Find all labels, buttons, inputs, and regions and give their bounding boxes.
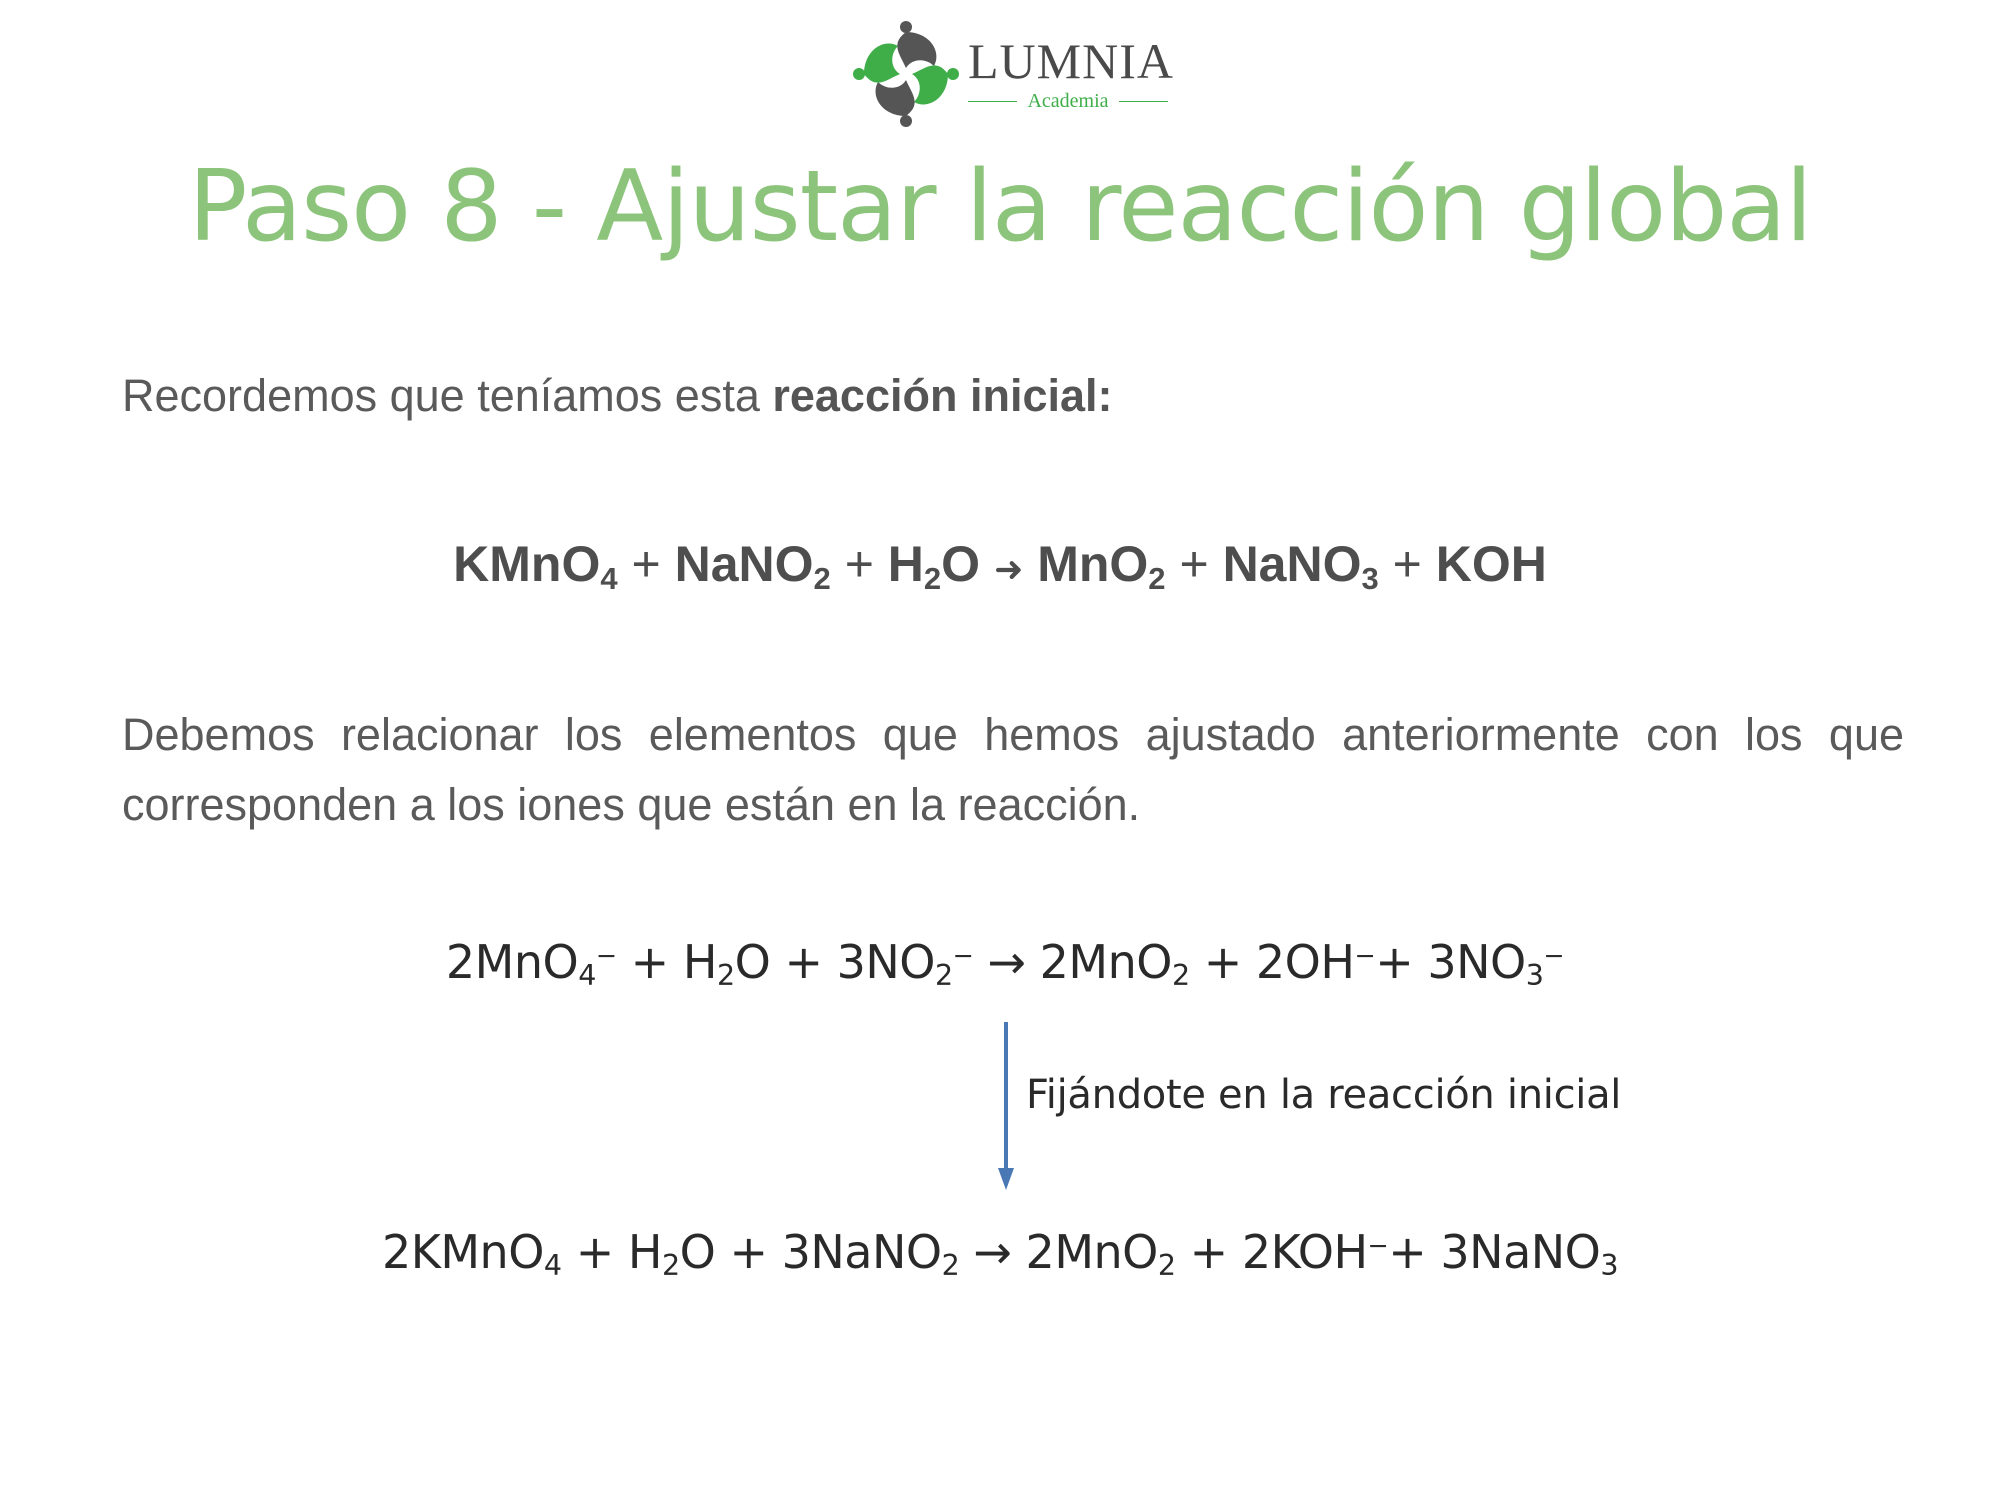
logo-subtitle-text: Academia [1027,90,1109,112]
logo-subtitle [968,90,1168,113]
equation-initial: KMnO$_4$ + NaNO$_2$ + $H_2O$ ➜ MnO$_2$ + NaNO$_3$ + KOH [453,536,1547,596]
explanation-paragraph: Debemos relacionar los elementos que hemos ajustado anteriormente con los que corresponden a los iones que están en la reacción. [122,709,1904,830]
intro-plain: Recordemos que teníamos esta [122,370,773,421]
reaction-arrow-icon: ➜ [993,550,1024,589]
down-arrow-icon [995,1022,1017,1192]
logo-name: LUMNIA [968,33,1174,89]
equation-final: 2KMnO$_4$ + $H_2O$ + 3NaNO$_2$ → 2MnO$_2$ + 2KOH−+ 3NaNO$_3$ [381,1225,1619,1283]
arrow-label: Fijándote en la reacción inicial [1026,1072,1622,1118]
lumnia-emblem-icon [850,18,962,130]
page-title: Paso 8 - Ajustar la reacción global [188,150,1812,264]
intro-bold: reacción inicial: [772,370,1113,421]
intro-text [122,370,1113,422]
lumnia-logo [850,18,1180,130]
equation-ionic: $2MnO_4^- + H_2O + 3NO_2^- \to 2MnO_2 + 2OH^-+ 3NO_3^-$ [445,935,1565,993]
